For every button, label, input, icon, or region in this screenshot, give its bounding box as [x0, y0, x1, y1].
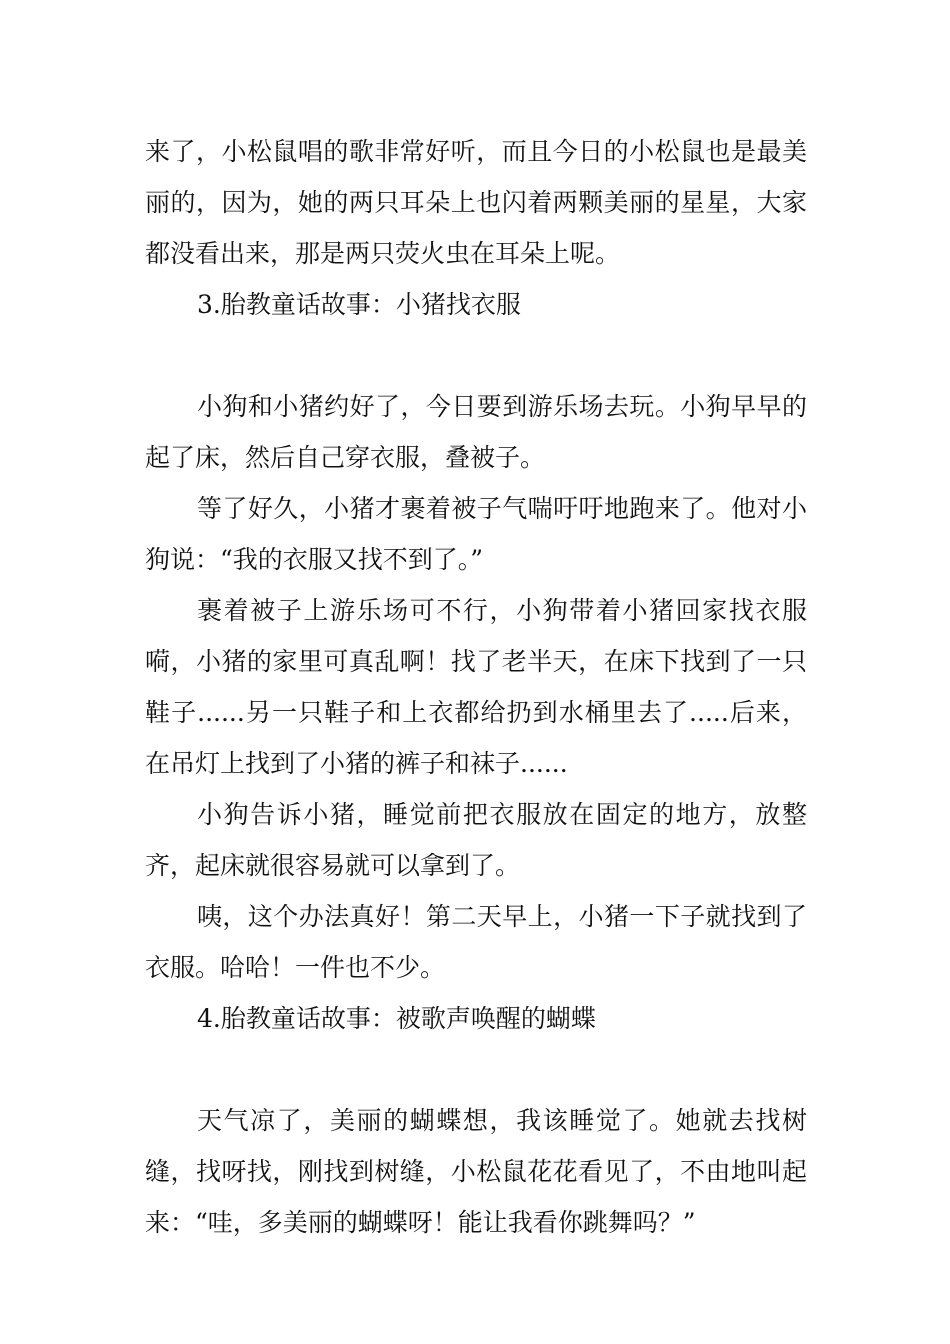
paragraph: 裹着被子上游乐场可不行，小狗带着小猪回家找衣服嗬，小猪的家里可真乱啊！找了老半天，在床下找到了一只鞋子......另一只鞋子和上衣都给扔到水桶里去了.....后来，在吊灯上找到了小猪的裤子和袜子......: [145, 596, 807, 778]
document-body: [145, 126, 807, 1248]
paragraph: 小狗和小猪约好了，今日要到游乐场去玩。小狗早早的起了床，然后自己穿衣服，叠被子。: [145, 392, 807, 472]
paragraph: 小狗告诉小猪，睡觉前把衣服放在固定的地方，放整齐，起床就很容易就可以拿到了。: [145, 800, 807, 880]
paragraph: 等了好久，小猪才裹着被子气喘吁吁地跑来了。他对小狗说：“我的衣服又找不到了。”: [145, 494, 807, 574]
paragraph: 咦，这个办法真好！第二天早上，小猪一下子就找到了衣服。哈哈！一件也不少。: [145, 902, 807, 982]
section-heading-4: 4.胎教童话故事：被歌声唤醒的蝴蝶: [197, 1004, 596, 1033]
section-heading-3: 3.胎教童话故事：小猪找衣服: [197, 290, 521, 319]
blank-line: [145, 330, 807, 381]
paragraph: 天气凉了，美丽的蝴蝶想，我该睡觉了。她就去找树缝，找呀找，刚找到树缝，小松鼠花花看见了，不由地叫起来：“哇，多美丽的蝴蝶呀！能让我看你跳舞吗？”: [145, 1106, 807, 1237]
paragraph-continued: 来了，小松鼠唱的歌非常好听，而且今日的小松鼠也是最美丽的，因为，她的两只耳朵上也闪着两颗美丽的星星，大家都没看出来，那是两只荧火虫在耳朵上呢。: [145, 137, 807, 268]
blank-line: [145, 1044, 807, 1095]
